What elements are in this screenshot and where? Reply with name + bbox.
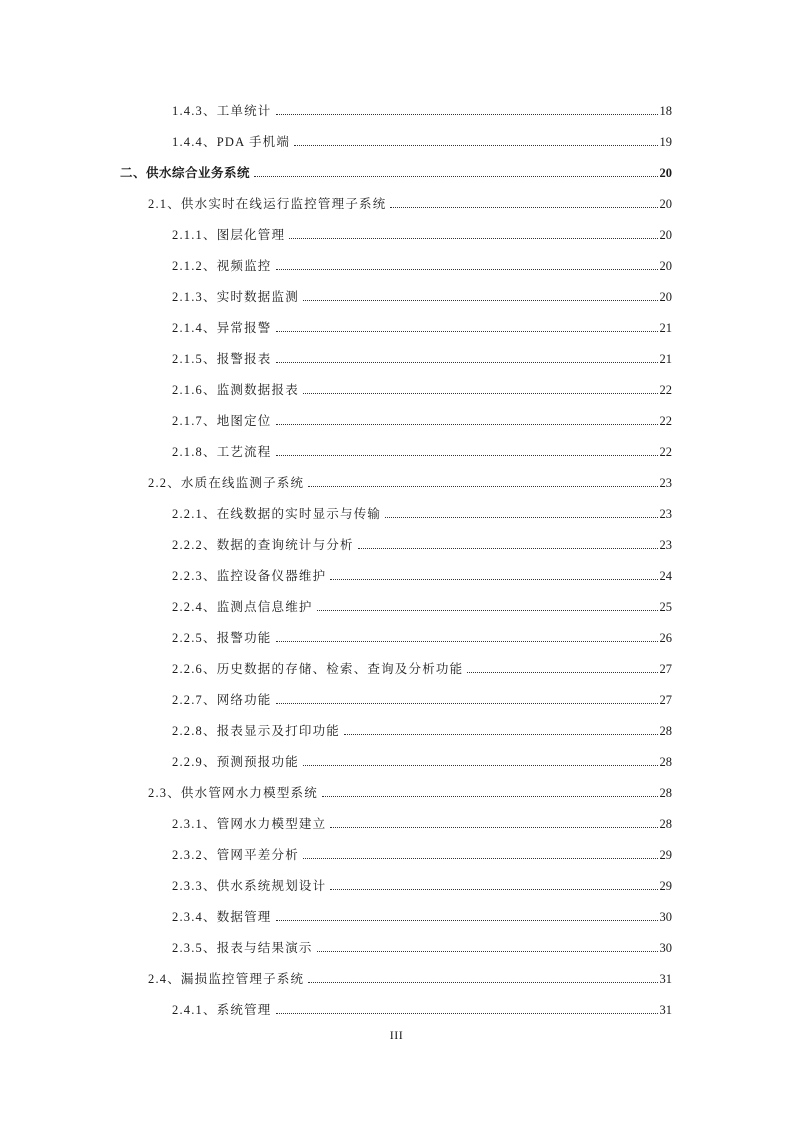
toc-entry-label: 2.1.3、实时数据监测 xyxy=(172,290,299,304)
toc-entry-page: 29 xyxy=(659,848,672,862)
dot-leader xyxy=(330,888,657,890)
toc-entry[interactable] xyxy=(172,846,672,864)
toc-entry[interactable] xyxy=(172,567,672,585)
toc-entry[interactable] xyxy=(172,1001,672,1019)
toc-entry-label: 2.1.1、图层化管理 xyxy=(172,228,286,242)
toc-entry-page: 22 xyxy=(659,414,672,428)
toc-entry-label: 2.3、供水管网水力模型系统 xyxy=(148,786,318,800)
toc-entry-label: 2.4.1、系统管理 xyxy=(172,1003,272,1017)
toc-entry-label: 2.1.2、视频监控 xyxy=(172,259,272,273)
toc-entry-label: 2.2.9、预测预报功能 xyxy=(172,755,299,769)
toc-entry-page: 28 xyxy=(659,755,672,769)
toc-entry-label: 2.2.8、报表显示及打印功能 xyxy=(172,724,341,738)
toc-entry-label: 1.4.4、PDA 手机端 xyxy=(172,135,291,149)
toc-entry-page: 27 xyxy=(659,662,672,676)
toc-entry-page: 21 xyxy=(659,321,672,335)
toc-entry-section[interactable] xyxy=(148,784,672,802)
toc-entry[interactable] xyxy=(172,629,672,647)
toc-entry-label: 2.2.2、数据的查询统计与分析 xyxy=(172,538,354,552)
dot-leader xyxy=(322,795,658,797)
toc-entry-page: 20 xyxy=(659,166,672,180)
toc-entry-label: 2.2.4、监测点信息维护 xyxy=(172,600,313,614)
toc-entry[interactable] xyxy=(172,722,672,740)
toc-entry-page: 23 xyxy=(659,507,672,521)
toc-entry-page: 22 xyxy=(659,445,672,459)
dot-leader xyxy=(276,1012,658,1014)
dot-leader xyxy=(344,733,657,735)
dot-leader xyxy=(289,237,657,239)
toc-entry-page: 21 xyxy=(659,352,672,366)
dot-leader xyxy=(308,485,657,487)
dot-leader xyxy=(276,361,658,363)
dot-leader xyxy=(317,950,658,952)
toc-entry-label: 2.1.4、异常报警 xyxy=(172,321,272,335)
dot-leader xyxy=(276,113,658,115)
toc-entry[interactable] xyxy=(172,443,672,461)
toc-entry-label: 2.1、供水实时在线运行监控管理子系统 xyxy=(148,197,387,211)
toc-entry-label: 2.1.5、报警报表 xyxy=(172,352,272,366)
toc-entry-section[interactable] xyxy=(148,970,672,988)
toc-entry-label: 2.2.3、监控设备仪器维护 xyxy=(172,569,327,583)
toc-entry-label: 2.1.6、监测数据报表 xyxy=(172,383,299,397)
toc-entry-page: 27 xyxy=(659,693,672,707)
dot-leader xyxy=(276,919,658,921)
toc-entry[interactable] xyxy=(172,908,672,926)
dot-leader xyxy=(308,981,657,983)
toc-entry[interactable] xyxy=(172,257,672,275)
dot-leader xyxy=(276,454,658,456)
toc-entry-page: 26 xyxy=(659,631,672,645)
dot-leader xyxy=(276,330,658,332)
toc-entry-label: 二、供水综合业务系统 xyxy=(120,166,251,180)
toc-entry[interactable] xyxy=(172,226,672,244)
toc-entry-page: 30 xyxy=(659,910,672,924)
toc-entry-page: 23 xyxy=(659,538,672,552)
toc-entry[interactable] xyxy=(172,350,672,368)
toc-entry-label: 2.4、漏损监控管理子系统 xyxy=(148,972,305,986)
toc-entry[interactable] xyxy=(172,319,672,337)
toc-entry-label: 2.3.4、数据管理 xyxy=(172,910,272,924)
toc-entry-page: 20 xyxy=(659,290,672,304)
toc-entry-section[interactable] xyxy=(148,474,672,492)
dot-leader xyxy=(303,392,658,394)
toc-entry-page: 31 xyxy=(659,1003,672,1017)
toc-entry-page: 30 xyxy=(659,941,672,955)
toc-entry-label: 2.1.8、工艺流程 xyxy=(172,445,272,459)
toc-entry-chapter[interactable] xyxy=(120,164,672,182)
toc-entry[interactable] xyxy=(172,133,672,151)
toc-entry-page: 19 xyxy=(659,135,672,149)
dot-leader xyxy=(276,423,658,425)
dot-leader xyxy=(330,826,657,828)
toc-entry-page: 18 xyxy=(659,104,672,118)
dot-leader xyxy=(276,268,658,270)
toc-entry[interactable] xyxy=(172,381,672,399)
toc-entry[interactable] xyxy=(172,505,672,523)
dot-leader xyxy=(254,175,657,177)
toc-entry-label: 2.2、水质在线监测子系统 xyxy=(148,476,305,490)
toc-entry-page: 25 xyxy=(659,600,672,614)
dot-leader xyxy=(358,547,658,549)
dot-leader xyxy=(385,516,657,518)
toc-entry-page: 20 xyxy=(659,228,672,242)
toc-entry-page: 28 xyxy=(659,786,672,800)
toc-entry-label: 2.3.1、管网水力模型建立 xyxy=(172,817,327,831)
toc-entry-page: 28 xyxy=(659,724,672,738)
dot-leader xyxy=(317,609,658,611)
dot-leader xyxy=(276,640,658,642)
toc-entry-page: 20 xyxy=(659,259,672,273)
page-number: III xyxy=(389,1028,404,1042)
toc-entry[interactable] xyxy=(172,598,672,616)
toc-entry-page: 28 xyxy=(659,817,672,831)
toc-entry-label: 2.2.5、报警功能 xyxy=(172,631,272,645)
toc-entry-label: 2.3.5、报表与结果演示 xyxy=(172,941,313,955)
dot-leader xyxy=(303,857,658,859)
toc-entry[interactable] xyxy=(172,877,672,895)
dot-leader xyxy=(303,764,658,766)
toc-entry-label: 2.1.7、地图定位 xyxy=(172,414,272,428)
toc-entry-label: 2.3.3、供水系统规划设计 xyxy=(172,879,327,893)
dot-leader xyxy=(390,206,657,208)
toc-entry-page: 24 xyxy=(659,569,672,583)
dot-leader xyxy=(467,671,657,673)
toc-entry-page: 29 xyxy=(659,879,672,893)
toc-entry[interactable] xyxy=(172,939,672,957)
toc-entry-label: 1.4.3、工单统计 xyxy=(172,104,272,118)
toc-entry-section[interactable] xyxy=(148,195,672,213)
dot-leader xyxy=(330,578,657,580)
toc-entry-label: 2.2.6、历史数据的存储、检索、查询及分析功能 xyxy=(172,662,464,676)
dot-leader xyxy=(294,144,657,146)
toc-entry[interactable] xyxy=(172,753,672,771)
toc-entry[interactable] xyxy=(172,691,672,709)
toc-entry[interactable] xyxy=(172,288,672,306)
dot-leader xyxy=(276,702,658,704)
toc-entry[interactable] xyxy=(172,660,672,678)
toc-entry[interactable] xyxy=(172,815,672,833)
toc-entry[interactable] xyxy=(172,102,672,120)
toc-entry-label: 2.2.1、在线数据的实时显示与传输 xyxy=(172,507,382,521)
toc-entry-page: 20 xyxy=(659,197,672,211)
toc-entry[interactable] xyxy=(172,412,672,430)
toc-entry-page: 23 xyxy=(659,476,672,490)
toc-entry[interactable] xyxy=(172,536,672,554)
toc-entry-label: 2.3.2、管网平差分析 xyxy=(172,848,299,862)
dot-leader xyxy=(303,299,658,301)
toc-entry-label: 2.2.7、网络功能 xyxy=(172,693,272,707)
toc-entry-page: 22 xyxy=(659,383,672,397)
toc-entry-page: 31 xyxy=(659,972,672,986)
